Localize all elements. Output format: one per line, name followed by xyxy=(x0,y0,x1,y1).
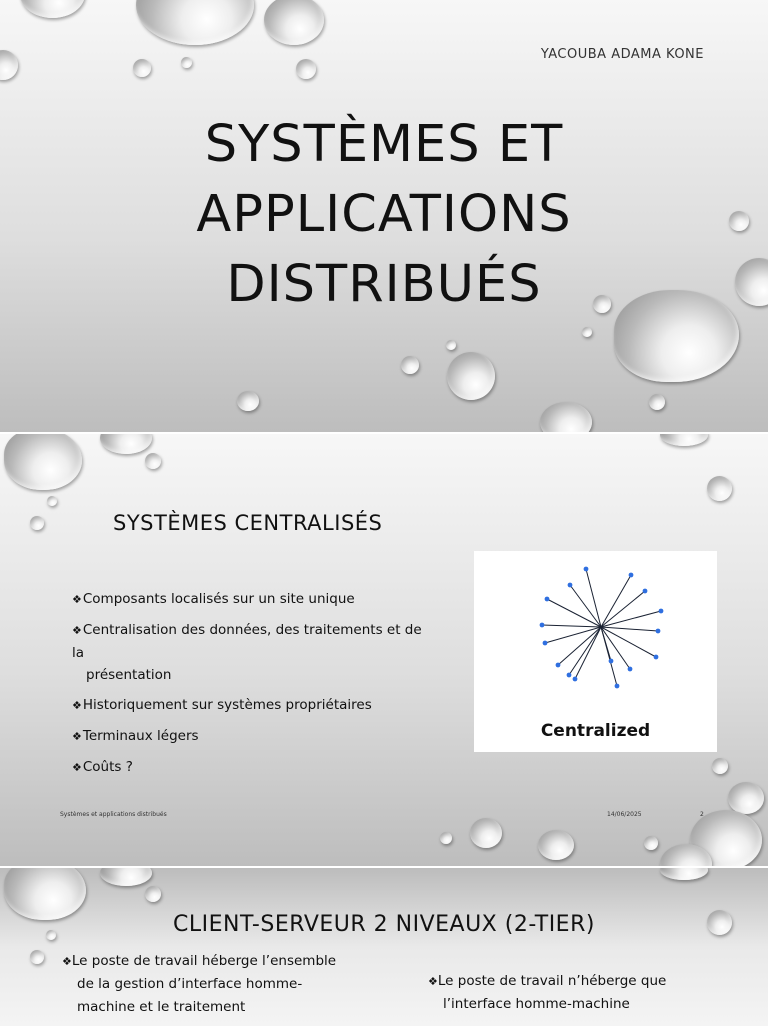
network-link xyxy=(601,627,658,631)
page-number: 2 xyxy=(700,811,704,818)
network-link xyxy=(547,599,601,627)
diamond-bullet-icon: ❖ xyxy=(72,699,82,712)
bullet-item: ❖Centralisation des données, des traitements et de la présentation xyxy=(72,622,422,683)
author-name: YACOUBA ADAMA KONE xyxy=(540,47,704,62)
water-drop xyxy=(447,352,495,400)
water-drop xyxy=(47,496,57,506)
diamond-bullet-icon: ❖ xyxy=(72,593,82,606)
water-drop xyxy=(707,476,732,501)
network-link xyxy=(601,627,617,686)
water-drop xyxy=(729,211,749,231)
network-node xyxy=(629,573,634,578)
diamond-bullet-icon: ❖ xyxy=(72,624,82,637)
title-line: DISTRIBUÉS xyxy=(226,255,542,314)
water-drop xyxy=(181,57,192,68)
water-drop xyxy=(644,836,658,850)
water-drop xyxy=(237,391,259,411)
client-server-slide xyxy=(0,866,768,1026)
network-node xyxy=(659,609,664,614)
network-node xyxy=(540,623,545,628)
title-slide xyxy=(0,0,768,432)
centralized-systems-slide xyxy=(0,432,768,866)
diamond-bullet-icon: ❖ xyxy=(72,761,82,774)
network-link xyxy=(570,585,601,627)
water-drop xyxy=(540,402,592,432)
right-bullet: ❖Le poste de travail n’héberge que l’interface homme-machine xyxy=(428,973,667,1012)
network-node xyxy=(628,667,633,672)
slide-title: SYSTÈMES CENTRALISÉS xyxy=(113,511,383,535)
water-drop xyxy=(145,886,161,902)
water-drop xyxy=(728,782,764,814)
bullet-list xyxy=(72,588,432,787)
network-node xyxy=(654,655,659,660)
slide-title: CLIENT-SERVEUR 2 NIVEAUX (2-TIER) xyxy=(173,912,595,937)
network-node xyxy=(584,567,589,572)
water-drop xyxy=(30,516,44,530)
water-drop xyxy=(712,758,728,774)
water-drop xyxy=(470,818,502,848)
water-drop xyxy=(30,950,44,964)
footer-title: Systèmes et applications distribués xyxy=(60,811,167,818)
water-drop xyxy=(264,0,324,45)
water-drop xyxy=(660,432,708,446)
network-node xyxy=(643,589,648,594)
presentation-title xyxy=(104,110,664,320)
title-line: APPLICATIONS xyxy=(196,185,572,244)
water-drop xyxy=(100,866,152,886)
water-drop xyxy=(401,356,419,374)
water-drop xyxy=(735,258,768,306)
water-drop xyxy=(660,866,708,880)
water-drop xyxy=(136,0,254,45)
network-link xyxy=(601,627,630,669)
network-link xyxy=(542,625,601,627)
water-drop xyxy=(20,0,85,18)
centralized-diagram xyxy=(474,551,717,752)
water-drop xyxy=(440,832,452,844)
left-bullet: ❖Le poste de travail héberge l’ensemble de la gestion d’interface homme- machine et le traitement xyxy=(62,953,337,1015)
network-node xyxy=(567,673,572,678)
network-node xyxy=(568,583,573,588)
bullet-item: ❖Terminaux légers xyxy=(72,728,199,744)
bullet-item: ❖Composants localisés sur un site unique xyxy=(72,591,355,607)
water-drop xyxy=(446,340,456,350)
diamond-bullet-icon: ❖ xyxy=(62,955,72,968)
water-drop xyxy=(100,432,152,454)
water-drop xyxy=(145,453,161,469)
network-node xyxy=(543,641,548,646)
water-drop xyxy=(133,59,151,77)
centralized-network-icon xyxy=(474,551,717,711)
water-drop xyxy=(582,327,592,337)
bullet-item: ❖Coûts ? xyxy=(72,759,133,775)
water-drop xyxy=(649,394,665,410)
network-link xyxy=(601,627,656,657)
diamond-bullet-icon: ❖ xyxy=(428,975,438,988)
network-node xyxy=(615,684,620,689)
footer-date: 14/06/2025 xyxy=(607,811,642,818)
diamond-bullet-icon: ❖ xyxy=(72,730,82,743)
water-drop xyxy=(538,830,574,860)
network-node xyxy=(573,677,578,682)
network-node xyxy=(556,663,561,668)
network-node xyxy=(609,659,614,664)
diagram-caption: Centralized xyxy=(540,721,651,741)
water-drop xyxy=(4,432,82,490)
water-drop xyxy=(296,59,316,79)
network-link xyxy=(575,627,601,679)
water-drop xyxy=(0,50,18,80)
bullet-item: ❖Historiquement sur systèmes propriétaires xyxy=(72,697,372,713)
title-line: SYSTÈMES ET xyxy=(204,115,564,174)
network-link xyxy=(586,569,601,627)
network-link xyxy=(601,575,631,627)
network-node xyxy=(545,597,550,602)
network-node xyxy=(656,629,661,634)
